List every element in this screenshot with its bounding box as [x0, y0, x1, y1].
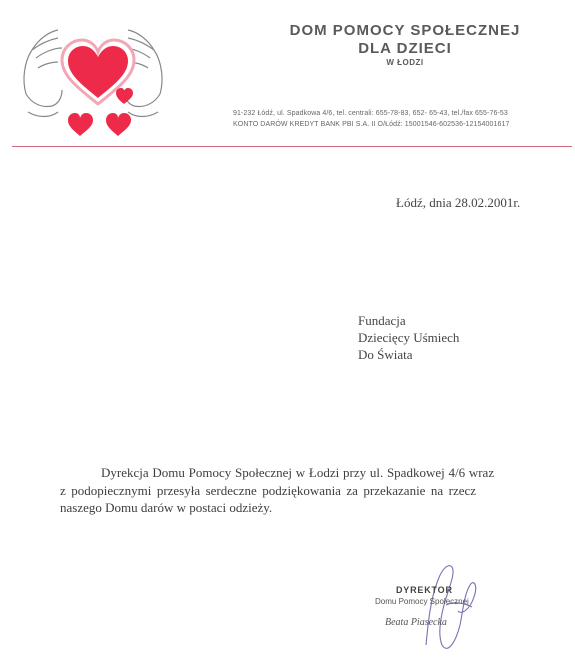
signature-name: Beata Piasecka: [385, 617, 447, 628]
signature-title: DYREKTOR: [396, 585, 453, 595]
heart-hands-logo: [18, 22, 168, 140]
recipient-line-1: Fundacja: [358, 313, 406, 328]
bank-account-line: KONTO DARÓW KREDYT BANK PBI S.A. II O/Łódź: 15001546-602536-12154001617: [233, 121, 510, 128]
organization-subtitle: DLA DZIECI: [358, 40, 452, 57]
recipient-line-3: Do Świata: [358, 347, 413, 362]
body-line-1: Dyrekcja Domu Pomocy Społecznej w Łodzi przy ul. Spadkowej 4/6 wraz: [101, 465, 495, 480]
letter-date: Łódź, dnia 28.02.2001r.: [396, 195, 521, 210]
letterhead-divider: [12, 146, 572, 147]
body-line-2: z podopiecznymi przesyła serdeczne podziękowania za przekazanie na rzecz: [60, 483, 477, 498]
organization-title: DOM POMOCY SPOŁECZNEJ: [289, 22, 521, 39]
organization-city: W ŁODZI: [386, 58, 424, 67]
signature-institution: Domu Pomocy Społecznej: [375, 597, 469, 606]
recipient-line-2: Dziecięcy Uśmiech: [358, 330, 460, 345]
address-line: 91-232 Łódź, ul. Spadkowa 4/6, tel. centrali: 655-78-83, 652- 65-43, tel./fax 655-76-53: [233, 110, 508, 117]
body-line-3: naszego Domu darów w postaci odzieży.: [60, 500, 273, 515]
